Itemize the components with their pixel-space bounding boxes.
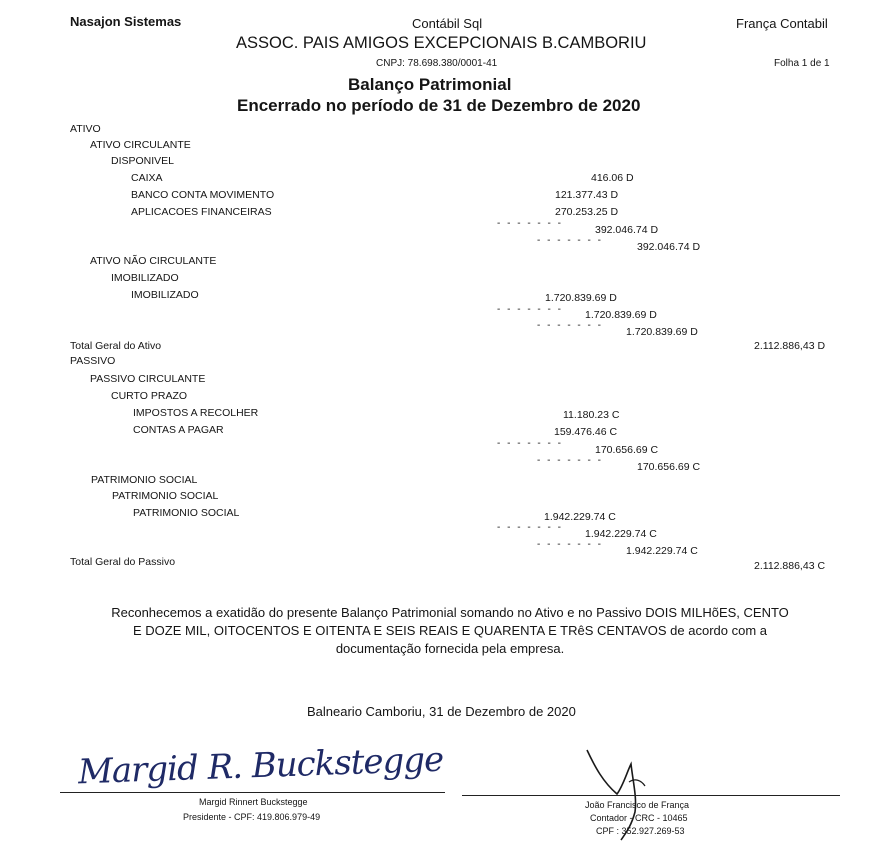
total-passivo-value: 2.112.886,43 C xyxy=(754,560,826,572)
ativo-circulante: ATIVO CIRCULANTE xyxy=(90,139,191,151)
account-label: CAIXA xyxy=(131,172,163,184)
separator-dashes: - - - - - - - xyxy=(537,235,603,246)
office-name: França Contabil xyxy=(736,16,828,31)
signer-right-name: João Francisco de França xyxy=(585,800,690,810)
product-name: Contábil Sql xyxy=(412,16,483,31)
signer-left-role: Presidente - CPF: 419.806.979-49 xyxy=(183,812,321,822)
account-label: APLICACOES FINANCEIRAS xyxy=(131,206,272,218)
group-total-value: 1.720.839.69 D xyxy=(626,326,698,338)
signer-right-cpf: CPF : 352.927.269-53 xyxy=(596,826,685,836)
separator-dashes: - - - - - - - xyxy=(537,539,603,550)
account-value: 416.06 D xyxy=(591,172,634,184)
separator-dashes: - - - - - - - xyxy=(497,438,563,449)
account-value: 270.253.25 D xyxy=(555,206,619,218)
subtotal-value: 1.720.839.69 D xyxy=(585,309,657,321)
cnpj: CNPJ: 78.698.380/0001-41 xyxy=(376,58,498,69)
account-label: BANCO CONTA MOVIMENTO xyxy=(131,189,275,201)
signature-line-right xyxy=(462,795,840,796)
separator-dashes: - - - - - - - xyxy=(497,304,563,315)
group-total-value: 392.046.74 D xyxy=(637,241,701,253)
total-passivo-label: Total Geral do Passivo xyxy=(70,556,176,568)
statement-line: Reconhecemos a exatidão do presente Balanço Patrimonial somando no Ativo e no Passivo DOIS MILHõES, CENTO xyxy=(111,605,789,620)
passivo-heading: PASSIVO xyxy=(70,355,116,367)
separator-dashes: - - - - - - - xyxy=(537,455,603,466)
document-subtitle: Encerrado no período de 31 de Dezembro de 2020 xyxy=(237,96,641,115)
total-ativo-value: 2.112.886,43 D xyxy=(754,340,826,352)
account-label: CONTAS A PAGAR xyxy=(133,424,224,436)
document-title: Balanço Patrimonial xyxy=(348,75,512,94)
ativo-heading: ATIVO xyxy=(70,123,101,135)
separator-dashes: - - - - - - - xyxy=(497,218,563,229)
account-label: IMOBILIZADO xyxy=(131,289,199,301)
separator-dashes: - - - - - - - xyxy=(497,522,563,533)
statement-line: documentação fornecida pela empresa. xyxy=(335,641,565,656)
subtotal-value: 392.046.74 D xyxy=(595,224,659,236)
total-ativo-label: Total Geral do Ativo xyxy=(70,340,162,352)
group-total-value: 170.656.69 C xyxy=(637,461,701,473)
account-value: 1.942.229.74 C xyxy=(544,511,616,523)
signature-line-left xyxy=(60,792,445,793)
signature-left-handwriting: Margid R. Buckstegge xyxy=(77,739,444,793)
signer-right-role: Contador - CRC - 10465 xyxy=(590,813,688,823)
page-number: Folha 1 de 1 xyxy=(774,58,830,69)
group-total-value: 1.942.229.74 C xyxy=(626,545,698,557)
account-value: 1.720.839.69 D xyxy=(545,292,617,304)
subtotal-value: 170.656.69 C xyxy=(595,444,659,456)
account-label: IMPOSTOS A RECOLHER xyxy=(133,407,259,419)
imobilizado-group: IMOBILIZADO xyxy=(111,272,179,284)
account-label: PATRIMONIO SOCIAL xyxy=(133,507,240,519)
place-date: Balneario Camboriu, 31 de Dezembro de 2020 xyxy=(307,704,576,719)
signer-left-name: Margid Rinnert Buckstegge xyxy=(199,797,308,807)
patrimonio-heading: PATRIMONIO SOCIAL xyxy=(91,474,198,486)
company-name: ASSOC. PAIS AMIGOS EXCEPCIONAIS B.CAMBORIU xyxy=(236,34,647,52)
subtotal-value: 1.942.229.74 C xyxy=(585,528,657,540)
statement-paragraph xyxy=(60,604,840,658)
curto-prazo-group: CURTO PRAZO xyxy=(111,390,188,402)
ativo-nao-circulante: ATIVO NÃO CIRCULANTE xyxy=(90,255,217,267)
passivo-circulante: PASSIVO CIRCULANTE xyxy=(90,373,206,385)
disponivel-group: DISPONIVEL xyxy=(111,155,175,167)
account-value: 11.180.23 C xyxy=(563,409,620,421)
patrimonio-group: PATRIMONIO SOCIAL xyxy=(112,490,219,502)
separator-dashes: - - - - - - - xyxy=(537,320,603,331)
account-value: 121.377.43 D xyxy=(555,189,619,201)
account-value: 159.476.46 C xyxy=(554,426,618,438)
software-name: Nasajon Sistemas xyxy=(70,14,182,29)
statement-line: E DOZE MIL, OITOCENTOS E OITENTA E SEIS REAIS E QUARENTA E TRêS CENTAVOS de acordo com a xyxy=(132,623,768,638)
